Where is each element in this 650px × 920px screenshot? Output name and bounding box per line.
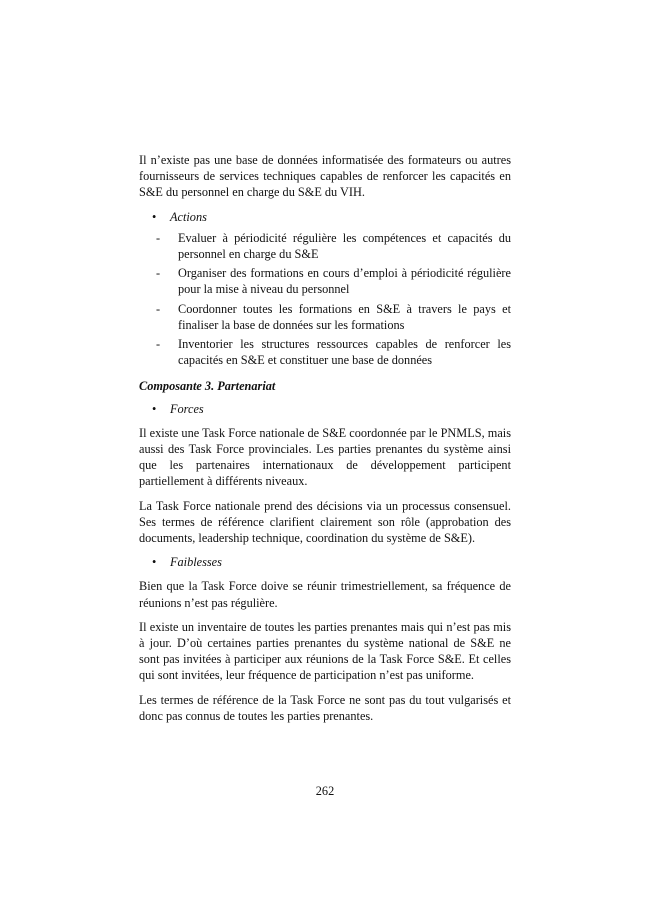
dash-icon: - [156, 266, 161, 281]
forces-paragraph: Il existe une Task Force nationale de S&E coordonnée par le PNMLS, mais aussi des Task Force provinciales. Les parties prenantes du système ainsi que les partenaires internationaux de développement participent partiellement à différents niveaux. [139, 425, 511, 489]
intro-paragraph: Il n’existe pas une base de données informatisée des formateurs ou autres fournisseurs de services techniques capables de renforcer les capacités en S&E du personnel en charge du S&E du VIH. [139, 153, 511, 200]
faiblesses-bullet [139, 554, 511, 570]
forces-paragraph: La Task Force nationale prend des décisions via un processus consensuel. Ses termes de référence clarifient clairement son rôle (approbation des documents, leadership technique, coordination du système de S&E). [139, 498, 511, 546]
actions-bullet [139, 209, 511, 225]
section-heading: Composante 3. Partenariat [139, 379, 276, 394]
faiblesses-paragraph: Il existe un inventaire de toutes les parties prenantes mais qui n’est pas mis à jour. D’où certaines parties prenantes du système national de S&E ne sont pas invitées à participer aux réunions de la Task Force S&E. Et celles qui sont invitées, leur fréquence de participation n’est pas uniforme. [139, 619, 511, 683]
forces-label: Forces [170, 401, 204, 416]
action-item [139, 301, 511, 333]
faiblesses-paragraph: Bien que la Task Force doive se réunir trimestriellement, sa fréquence de réunions n’est pas régulière. [139, 579, 511, 610]
faiblesses-label: Faiblesses [170, 555, 222, 570]
page-number: 262 [315, 784, 335, 798]
forces-bullet [139, 401, 511, 417]
bullet-icon: • [152, 209, 157, 224]
action-item-text: Organiser des formations en cours d’emploi à périodicité régulière pour la mise à niveau du personnel [178, 266, 511, 297]
bullet-icon: • [152, 555, 157, 570]
action-item-text: Evaluer à périodicité régulière les compétences et capacités du personnel en charge du S&E [178, 230, 511, 262]
action-item [139, 230, 511, 262]
actions-label: Actions [170, 209, 207, 224]
bullet-icon: • [152, 401, 157, 416]
action-item [139, 265, 511, 297]
faiblesses-paragraph: Les termes de référence de la Task Force ne sont pas du tout vulgarisés et donc pas connus de toutes les parties prenantes. [139, 692, 511, 723]
action-item-text: Inventorier les structures ressources capables de renforcer les capacités en S&E et constituer une base de données [178, 337, 511, 368]
dash-icon: - [156, 301, 161, 316]
action-item [139, 336, 511, 368]
dash-icon: - [156, 337, 161, 352]
dash-icon: - [156, 230, 161, 245]
action-item-text: Coordonner toutes les formations en S&E à travers le pays et finaliser la base de données sur les formations [178, 301, 511, 332]
page-body [139, 152, 511, 732]
